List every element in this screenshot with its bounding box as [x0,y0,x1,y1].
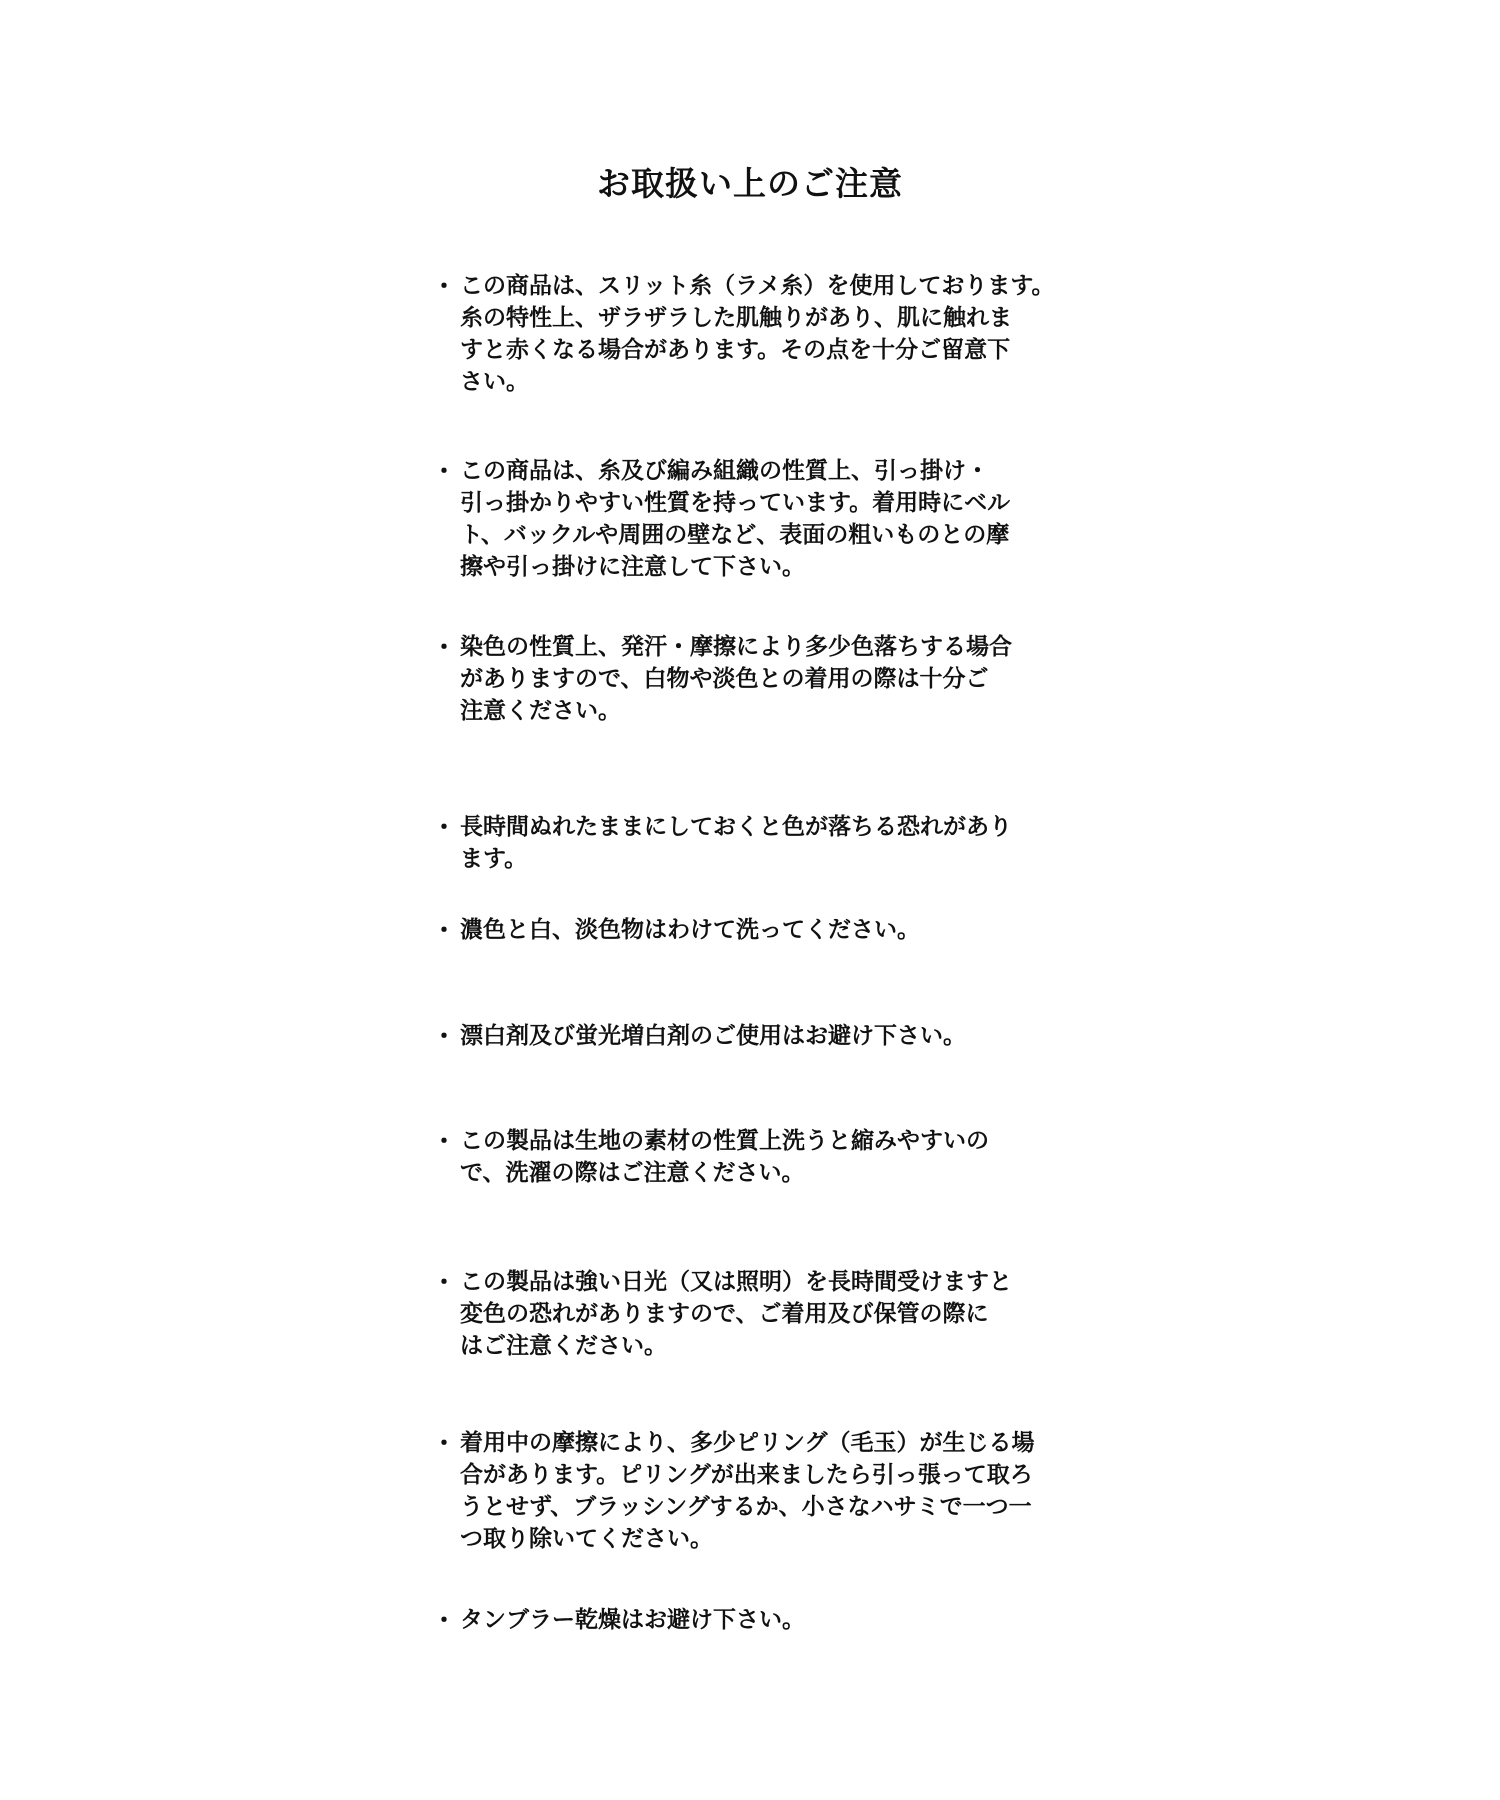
caution-text: この製品は生地の素材の性質上洗うと縮みやすいの で、洗濯の際はご注意ください。 [460,1128,989,1186]
bullet: ・ [432,272,456,300]
bullet: ・ [432,1268,456,1296]
caution-text: この製品は強い日光（又は照明）を長時間受けますと 変色の恐れがありますので、ご着用及び保管の際に はご注意ください。 [460,1269,1012,1359]
caution-item [432,811,1072,875]
bullet: ・ [432,1127,456,1155]
bullet: ・ [432,916,456,944]
caution-text: 染色の性質上、発汗・摩擦により多少色落ちする場合 がありますので、白物や淡色との着用の際は十分ご 注意ください。 [460,634,1012,724]
bullet: ・ [432,1606,456,1634]
caution-text: 長時間ぬれたままにしておくと色が落ちる恐れがあり ます。 [460,814,1012,872]
caution-item [432,1427,1072,1555]
caution-item [432,914,1072,946]
caution-text: この商品は、スリット糸（ラメ糸）を使用しております。 糸の特性上、ザラザラした肌触りがあり、肌に触れま すと赤くなる場合があります。その点を十分ご留意下 さい。 [460,273,1055,395]
bullet: ・ [432,1429,456,1457]
page-title: お取扱い上のご注意 [597,164,903,203]
caution-item [432,455,1072,583]
bullet: ・ [432,457,456,485]
caution-text: タンブラー乾燥はお避け下さい。 [460,1607,805,1633]
caution-item [432,631,1072,727]
caution-text: 漂白剤及び蛍光増白剤のご使用はお避け下さい。 [460,1023,966,1049]
caution-item [432,1125,1072,1189]
bullet: ・ [432,1022,456,1050]
caution-item [432,1604,1072,1636]
caution-text: 濃色と白、淡色物はわけて洗ってください。 [460,917,920,943]
caution-text: この商品は、糸及び編み組織の性質上、引っ掛け・ 引っ掛かりやすい性質を持っています。着用時にベル ト、バックルや周囲の壁など、表面の粗いものとの摩 擦や引っ掛けに注意して下さい。 [460,458,1011,580]
bullet: ・ [432,633,456,661]
caution-item [432,1266,1072,1362]
caution-item [432,1020,1072,1052]
caution-item [432,270,1072,398]
bullet: ・ [432,813,456,841]
caution-text: 着用中の摩擦により、多少ピリング（毛玉）が生じる場 合があります。ピリングが出来ましたら引っ張って取ろ うとせず、ブラッシングするか、小さなハサミで一つ一 つ取り除いてください。 [460,1430,1035,1552]
